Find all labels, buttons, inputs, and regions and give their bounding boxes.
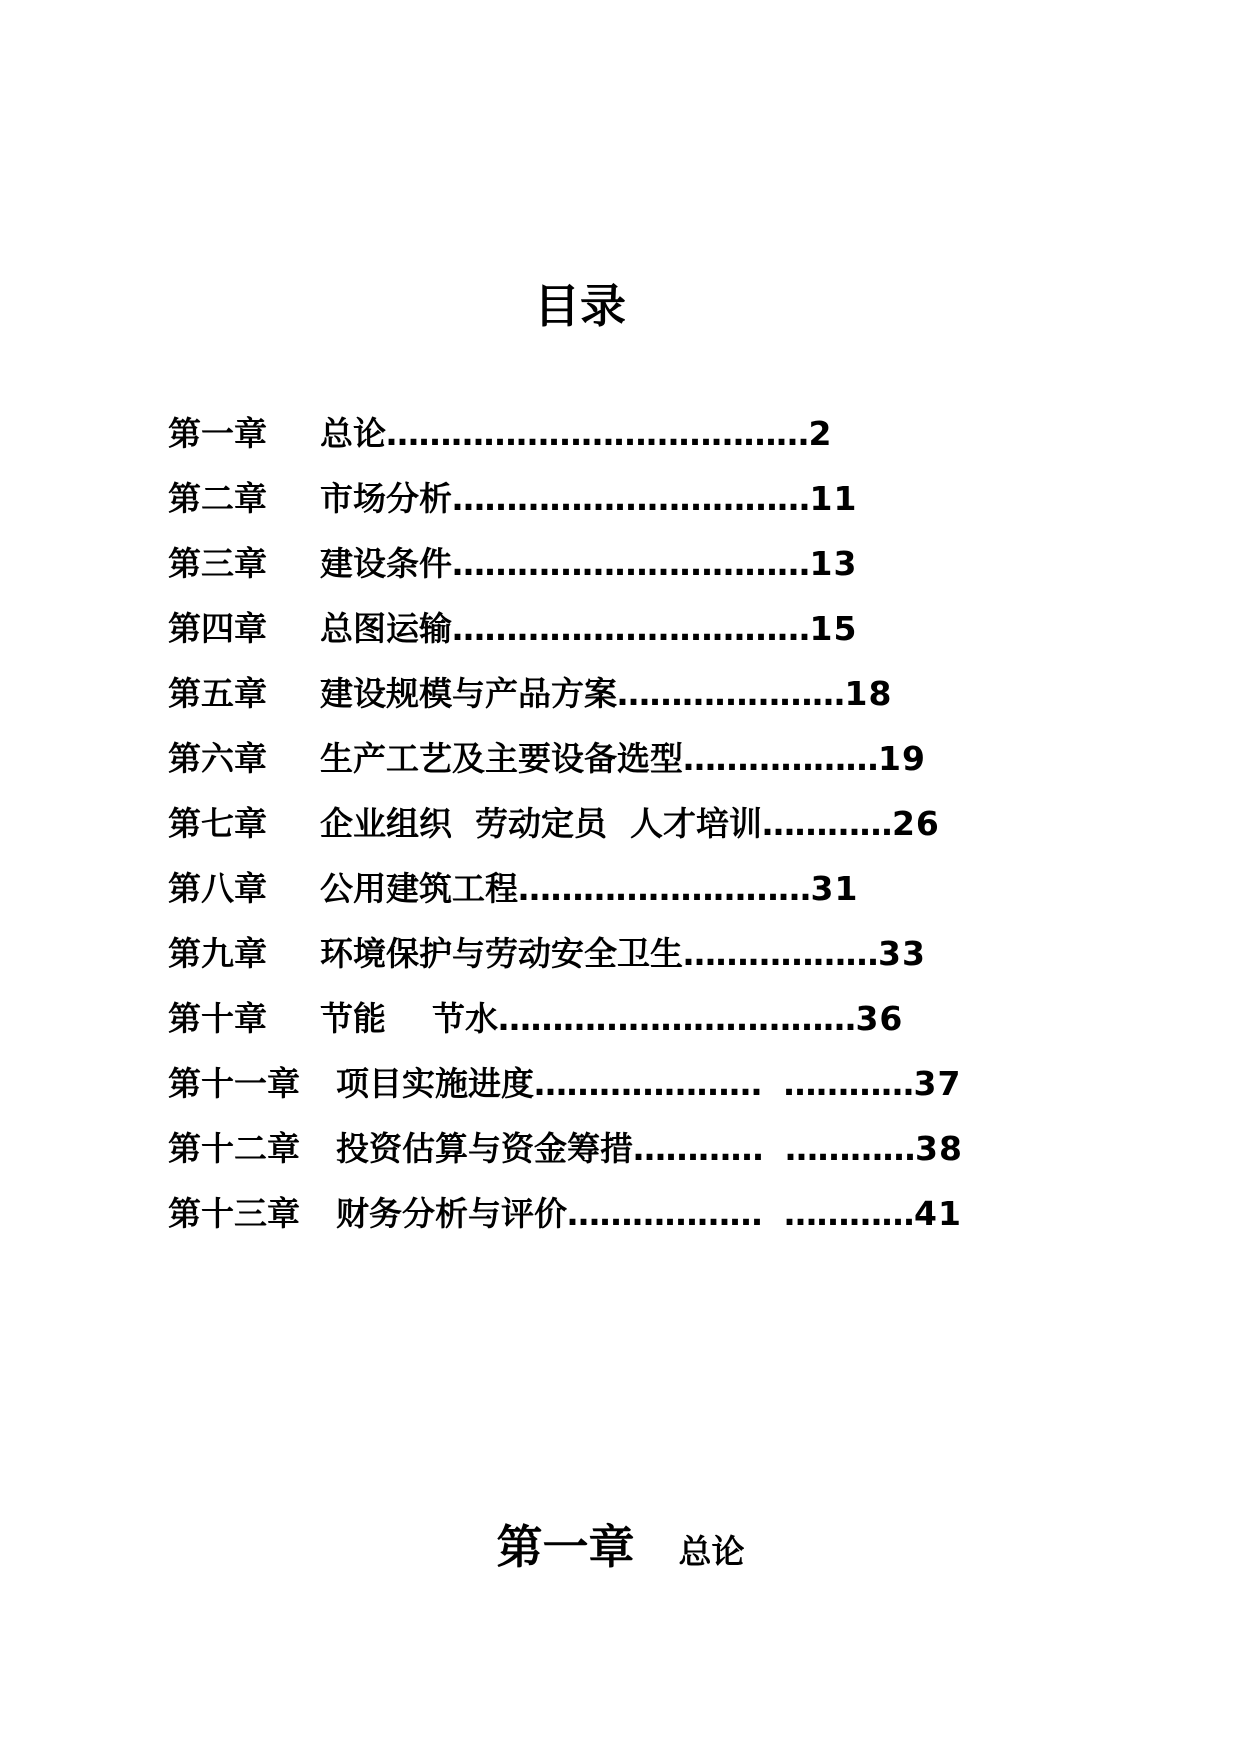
toc-page-number: 36 [855, 999, 904, 1038]
toc-chapter-number: 第四章 [168, 609, 267, 648]
toc-chapter-number: 第五章 [168, 674, 267, 713]
toc-page-number: 15 [809, 609, 858, 648]
toc-chapter-title: 建设条件 [320, 544, 452, 583]
toc-page-number: 31 [810, 869, 859, 908]
toc-chapter-title: 市场分析 [320, 479, 452, 518]
toc-entry-6[interactable] [168, 737, 963, 802]
toc-entry-7[interactable] [168, 802, 963, 867]
toc-chapter-number: 第三章 [168, 544, 267, 583]
toc-dot-leader: ……………………… [518, 869, 811, 908]
toc-entry-8[interactable] [168, 867, 963, 932]
toc-entry-12[interactable] [168, 1127, 963, 1192]
toc-chapter-number: 第八章 [168, 869, 267, 908]
toc-page-number: 2 [808, 414, 833, 453]
toc-page-number: 33 [878, 934, 926, 973]
toc-page-number: 41 [913, 1194, 962, 1233]
toc-chapter-number: 第十二章 [168, 1129, 300, 1168]
toc-dot-leader: …………………………… [452, 479, 810, 518]
toc-entry-2[interactable] [168, 477, 963, 542]
toc-chapter-title: 总论 [320, 414, 386, 453]
toc-entry-1[interactable] [168, 412, 963, 477]
toc-chapter-number: 第七章 [168, 804, 267, 843]
toc-page-number: 26 [891, 804, 940, 843]
toc-entry-13[interactable] [168, 1192, 963, 1257]
toc-dot-leader: …………………………… [497, 999, 856, 1038]
toc-chapter-title: 生产工艺及主要设备选型 [320, 739, 683, 778]
toc-chapter-title: 投资估算与资金筹措 [336, 1129, 633, 1168]
toc-entry-4[interactable] [168, 607, 963, 672]
section-chapter-number: 第一章 [496, 1520, 635, 1574]
toc-entry-10[interactable] [168, 997, 963, 1062]
toc-chapter-number: 第十章 [168, 999, 267, 1038]
toc-entry-9[interactable] [168, 932, 963, 997]
section-chapter-title: 总论 [678, 1532, 745, 1571]
toc-page-number: 11 [809, 479, 858, 518]
toc-chapter-number: 第一章 [168, 414, 267, 453]
toc-entry-11[interactable] [168, 1062, 963, 1127]
toc-chapter-number: 第六章 [168, 739, 267, 778]
toc-entry-5[interactable] [168, 672, 963, 737]
toc-dot-leader: ………… [761, 804, 892, 843]
toc-dot-leader: ……………… ………… [567, 1194, 914, 1233]
toc-dot-leader: ………………… [617, 674, 845, 713]
toc-chapter-number: 第九章 [168, 934, 267, 973]
toc-title: 目录 [534, 279, 626, 333]
toc-dot-leader: ………… ………… [633, 1129, 915, 1168]
table-of-contents [168, 412, 963, 1257]
toc-page-number: 38 [914, 1129, 963, 1168]
toc-dot-leader: …………………………… [452, 544, 810, 583]
toc-dot-leader: …………………………… [452, 609, 810, 648]
toc-chapter-title: 建设规模与产品方案 [320, 674, 617, 713]
toc-chapter-number: 第十一章 [168, 1064, 300, 1103]
toc-dot-leader: ……………… [683, 739, 878, 778]
toc-chapter-title: 财务分析与评价 [336, 1194, 567, 1233]
toc-page-number: 18 [844, 674, 893, 713]
toc-chapter-title: 企业组织 劳动定员 人才培训 [320, 804, 762, 843]
toc-page-number: 19 [878, 739, 926, 778]
toc-chapter-title: 节能 节水 [320, 999, 498, 1038]
toc-chapter-title: 项目实施进度 [336, 1064, 534, 1103]
section-heading [0, 1515, 1241, 1590]
toc-chapter-title: 总图运输 [320, 609, 452, 648]
toc-page-number: 13 [809, 544, 858, 583]
toc-dot-leader: ……………… [683, 934, 878, 973]
toc-chapter-title: 环境保护与劳动安全卫生 [320, 934, 683, 973]
toc-chapter-title: 公用建筑工程 [320, 869, 518, 908]
toc-page-number: 37 [913, 1064, 962, 1103]
toc-dot-leader: ………………… ………… [534, 1064, 914, 1103]
toc-chapter-number: 第十三章 [168, 1194, 300, 1233]
toc-entry-3[interactable] [168, 542, 963, 607]
toc-dot-leader: ………………………………… [386, 414, 809, 453]
toc-chapter-number: 第二章 [168, 479, 267, 518]
